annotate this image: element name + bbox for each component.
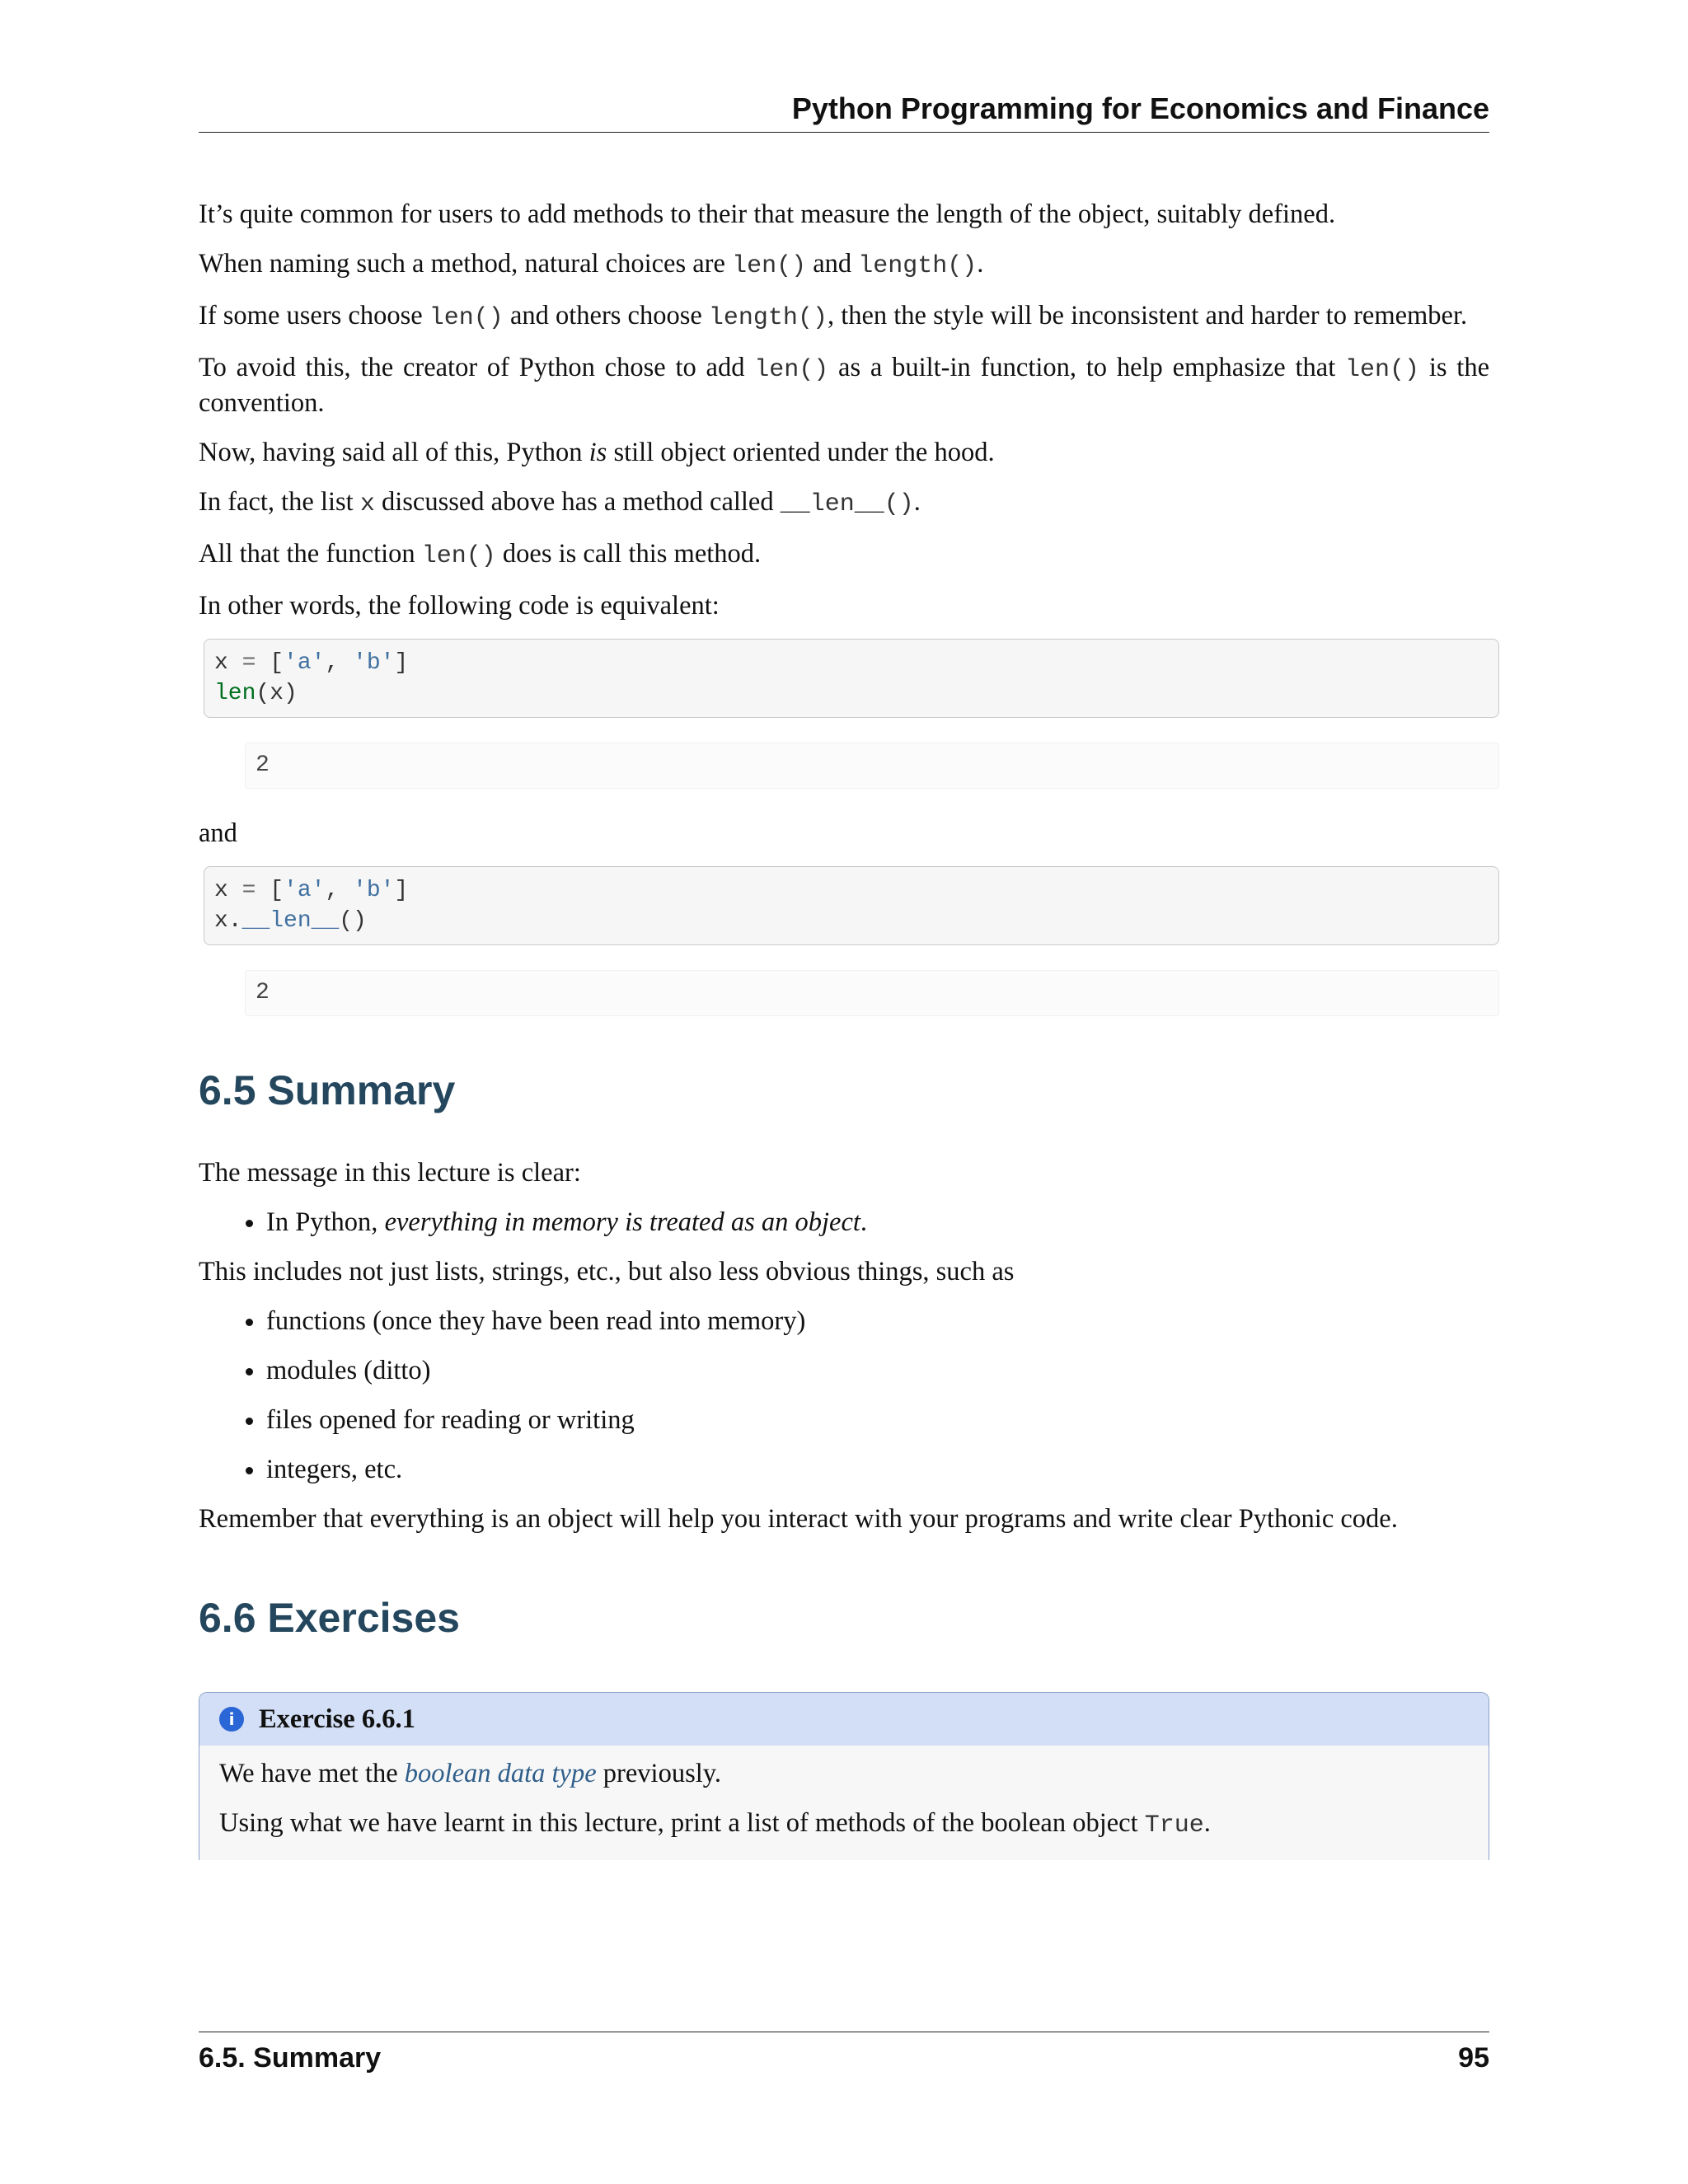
paragraph-2 <box>199 247 1489 283</box>
code-line <box>214 678 1489 709</box>
inline-code: True <box>1144 1811 1204 1840</box>
code-token: [ <box>270 878 284 903</box>
exercise-box <box>199 1692 1489 1860</box>
code-token: (x) <box>256 681 298 706</box>
code-token: 'a' <box>284 878 326 903</box>
emphasis: everything in memory is treated as an object <box>384 1207 860 1237</box>
text: . <box>913 487 921 517</box>
info-icon: i <box>219 1707 244 1732</box>
emphasis: is <box>588 438 607 467</box>
inline-code: len() <box>732 252 807 280</box>
inline-code: len() <box>1345 356 1420 384</box>
text: and others choose <box>503 301 709 330</box>
list-item: • modules (ditto) <box>266 1354 1489 1387</box>
code-line <box>214 648 1489 678</box>
text: Using what we have learnt in this lecture, print a list of methods of the boolean object <box>219 1808 1145 1838</box>
text: To avoid this, the creator of Python chose to add <box>199 353 755 382</box>
exercise-title-text: Exercise 6.6.1 <box>259 1704 415 1734</box>
text: . <box>977 249 984 279</box>
text: When naming such a method, natural choices are <box>199 249 733 279</box>
paragraph-1: It’s quite common for users to add methods to their that measure the length of the object, suitably defined. <box>199 199 1336 229</box>
list-item: • files opened for reading or writing <box>266 1404 1489 1436</box>
boolean-data-type-link[interactable]: boolean data type <box>404 1759 597 1788</box>
text: discussed above has a method called <box>374 487 781 517</box>
exercise-line-2 <box>219 1807 1469 1842</box>
summary-closing: Remember that everything is an object will help you interact with your programs and write clear Pythonic code. <box>199 1504 1398 1534</box>
code-line <box>214 875 1489 906</box>
summary-key-list <box>199 1206 1489 1239</box>
text: , then the style will be inconsistent and harder to remember. <box>827 301 1468 330</box>
exercise-body <box>199 1746 1489 1860</box>
code-token: x <box>214 650 228 676</box>
code-block-2[interactable] <box>204 866 1499 945</box>
list-item: • functions (once they have been read into memory) <box>266 1305 1489 1338</box>
code-token: __len__ <box>241 908 340 934</box>
footer-section: 6.5. Summary <box>199 2042 382 2074</box>
text: does is call this method. <box>495 539 762 569</box>
code-token: () <box>339 908 367 934</box>
page-number: 95 <box>1458 2042 1489 2074</box>
text: . <box>1203 1808 1211 1838</box>
code-token: , <box>325 650 354 676</box>
code-token: ] <box>394 878 409 903</box>
code-token: 'a' <box>284 650 326 676</box>
section-heading-summary: 6.5 Summary <box>199 1067 456 1113</box>
code-token: [ <box>270 650 284 676</box>
text: is the convention. <box>199 353 1490 418</box>
inline-code: len() <box>421 542 496 570</box>
text: still object oriented under the hood. <box>607 438 995 467</box>
code-output-2: 2 <box>245 970 1499 1016</box>
code-token: len <box>214 681 256 706</box>
running-header: Python Programming for Economics and Finance <box>199 91 1489 133</box>
exercise-line-1 <box>219 1757 1469 1790</box>
paragraph-8: In other words, the following code is equivalent: <box>199 591 720 621</box>
inline-code: length() <box>858 252 978 280</box>
paragraph-and: and <box>199 818 237 848</box>
inline-code: __len__() <box>780 490 914 518</box>
text: and <box>806 249 859 279</box>
code-token: x. <box>214 908 242 934</box>
code-token: 'b' <box>353 650 395 676</box>
text: as a built-in function, to help emphasize that <box>828 353 1346 382</box>
paragraph-5 <box>199 436 1489 469</box>
summary-intro: The message in this lecture is clear: <box>199 1158 581 1188</box>
code-token: , <box>325 878 354 903</box>
exercise-title <box>199 1693 1489 1746</box>
code-token: = <box>227 650 270 676</box>
text: In fact, the list <box>199 487 360 517</box>
paragraph-7 <box>199 537 1489 573</box>
summary-items-list <box>199 1305 1489 1486</box>
text: If some users choose <box>199 301 429 330</box>
paragraph-6 <box>199 485 1489 521</box>
section-heading-exercises: 6.6 Exercises <box>199 1595 460 1641</box>
code-token: ] <box>394 650 409 676</box>
paragraph-4 <box>199 351 1489 419</box>
code-block-1[interactable] <box>204 639 1499 718</box>
code-token: = <box>227 878 270 903</box>
text: . <box>860 1207 868 1237</box>
inline-code: len() <box>429 304 504 332</box>
paragraph-3 <box>199 299 1489 335</box>
code-line <box>214 906 1489 936</box>
code-token: 'b' <box>353 878 395 903</box>
running-footer <box>199 2032 1489 2075</box>
summary-includes: This includes not just lists, strings, etc., but also less obvious things, such as <box>199 1257 1015 1286</box>
page-body <box>199 198 1489 1860</box>
inline-code: x <box>359 490 375 518</box>
text: We have met the <box>219 1759 405 1788</box>
text: previously. <box>596 1759 722 1788</box>
text: In Python, <box>266 1207 385 1237</box>
text: Now, having said all of this, Python <box>199 438 589 467</box>
text: All that the function <box>199 539 422 569</box>
list-item <box>266 1206 1489 1239</box>
code-token: x <box>214 878 228 903</box>
inline-code: length() <box>708 304 828 332</box>
inline-code: len() <box>754 356 829 384</box>
code-output-1: 2 <box>245 743 1499 789</box>
list-item: • integers, etc. <box>266 1453 1489 1486</box>
